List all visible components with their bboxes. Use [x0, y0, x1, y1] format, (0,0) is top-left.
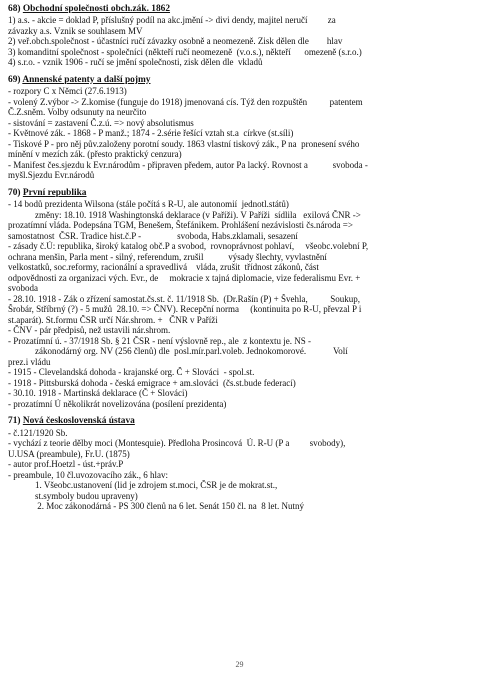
text-line: - zásady č.Ú: republika, široký katalog obč.P a svobod, rovnoprávnost pohlaví, všeobc.volební P, — [8, 241, 369, 252]
text-line: - ČNV - pár předpisů, než ustavili nár.shrom. — [8, 325, 171, 336]
section-69 — [8, 75, 471, 181]
section-heading — [8, 75, 471, 86]
section-title: První republika — [22, 187, 87, 198]
text-line: 2) veř.obch.společnost - účastníci ručí závazky osobně a neomezeně. Zisk dělen dle hlav — [8, 36, 343, 47]
text-line: 4) s.r.o. - vznik 1906 - ručí se jmění společnosti, zisk dělen dle vkladů — [8, 57, 263, 68]
text-line: myšl.Sjezdu Evr.národů — [8, 170, 95, 181]
text-line: zákonodárný org. NV (256 členů) dle posl.mír.parl.voleb. Jednokomorové. Volí — [8, 346, 348, 357]
text-line: - 1918 - Pittsburská dohoda - česká emigrace + am.slováci (čs.st.bude federací) — [8, 377, 296, 388]
text-line: - rozpory C x Němci (27.6.1913) — [8, 86, 127, 97]
text-line: - Manifest čes.sjezdu k Evr.národům - připraven předem, autor Pa lacký. Rovnost a svoboda - — [8, 159, 368, 170]
document-page — [8, 4, 471, 519]
page-number: 29 — [235, 660, 244, 669]
section-71 — [8, 416, 471, 511]
text-line: st.aparát). St.formu ČSR určí Nár.shrom. + ČNR v Paříži — [8, 314, 218, 325]
section-70 — [8, 188, 471, 409]
text-line: odpovědnosti za organizaci vých. Evr., de mokracie x tajná diplomacie, vize federalismu Evr. + — [8, 272, 361, 283]
text-line: Č.Z.sněm. Volby odsunuty na neurčito — [8, 107, 147, 118]
text-line: 1) a.s. - akcie = doklad P, příslušný podíl na akc.jmění -> divi dendy, majitel neručí za — [8, 15, 336, 26]
text-line: - prozatímní Ú několikrát novelizována (posílení prezidenta) — [8, 398, 227, 409]
section-title: Nová československá ústava — [22, 416, 135, 427]
text-line: 2. Moc zákonodárná - PS 300 členů na 6 let. Senát 150 čl. na 8 let. Nutný — [8, 501, 304, 512]
text-line: změny: 18.10. 1918 Washingtonská deklarace (v Paříži). V Paříži sídlila exilová ČNR -> — [8, 209, 361, 220]
text-line: - volený Z.výbor -> Z.komise (funguje do 1918) jmenovaná cís. Týž den rozpuštěn patentem — [8, 96, 363, 107]
section-title: Obchodní společnosti obch.zák. 1862 — [22, 4, 171, 14]
section-number: 69) — [8, 74, 21, 85]
text-line: - č.121/1920 Sb. — [8, 427, 68, 438]
text-line: 3) komanditní společnost - společníci (někteří ručí neomezeně (v.o.s.), někteří omezeně (s.r.o.) — [8, 46, 362, 57]
section-68 — [8, 4, 471, 68]
text-line: ochrana menšin, Parla ment - silný, referendum, zrušil výsady šlechty, vyvlastnění — [8, 251, 327, 262]
section-title: Annenské patenty a další pojmy — [22, 74, 151, 85]
text-line: prez.i vládu — [8, 356, 51, 367]
text-line: závazky a.s. Vznik se souhlasem MV — [8, 25, 143, 36]
text-line: - Prozatímní ú. - 37/1918 Sb. § 21 ČSR - není výslovně rep., ale z kontextu je. NS - — [8, 335, 311, 346]
text-line: - preambule, 10 čl.uvozovacího zák., 6 hlav: — [8, 469, 168, 480]
text-line: 1. Všeobc.ustanovení (lid je zdrojem st.moci, ČSR je de mokrat.st., — [8, 480, 278, 491]
text-line: - 28.10. 1918 - Zák o zřízení samostat.čs.st. č. 11/1918 Sb. (Dr.Rašín (P) + Švehla, Soukup, — [8, 293, 360, 304]
section-number: 71) — [8, 416, 21, 427]
text-line: - vychází z teorie dělby moci (Montesquie). Předloha Prosincová Ú. R-U (P a svobody), — [8, 438, 346, 449]
text-line: mínění v mezích zák. (přesto praktický cenzura) — [8, 149, 182, 160]
text-line: - 30.10. 1918 - Martinská deklarace (Č + Slováci) — [8, 388, 188, 399]
text-line: - Tiskové P - pro něj pův.založeny porotní soudy. 1863 vlastní tiskový zák., P na pronesení svého — [8, 138, 360, 149]
text-line: - autor prof.Hoetzl - úst.+práv.P — [8, 459, 124, 470]
text-line: velkostatků, soc.reformy, racionální a spravedlivá vláda, zrušit třídnost zákonů, část — [8, 262, 319, 273]
text-line: - 14 bodů prezidenta Wilsona (stále počítá s R-U, ale autonomií jednotl.států) — [8, 199, 289, 210]
text-line: - sistování = zastavení Č.z.ú. => nový absolutismus — [8, 117, 194, 128]
text-line: U.USA (preambule), Fr.U. (1875) — [8, 448, 130, 459]
section-number: 70) — [8, 187, 21, 198]
text-line: samostatnost ČSR. Tradice hist.č.P - svoboda, Habs.zklamali, sesazení — [8, 230, 298, 241]
section-number: 68) — [8, 4, 21, 14]
text-line: - Květnové zák. - 1868 - P manž.; 1874 - 2.série řešící vztah st.a církve (st.síli) — [8, 128, 294, 139]
section-heading — [8, 188, 471, 199]
text-line: prozatímní vláda. Podepsána TGM, Benešem, Štefánikem. Prohlášení nezávislosti čs.národa => — [8, 220, 353, 231]
text-line: st.symboly budou upraveny) — [8, 490, 138, 501]
text-line: Šrobár, Stříbrný (?) - 5 mužů 28.10. => ČNV). Recepční norma (kontinuita po R-U, převzal P i — [8, 304, 362, 315]
text-line: svoboda — [8, 283, 38, 294]
section-heading — [8, 416, 471, 427]
section-heading — [8, 4, 471, 15]
text-line: - 1915 - Clevelandská dohoda - krajanské org. Č + Slováci - spol.st. — [8, 367, 255, 378]
